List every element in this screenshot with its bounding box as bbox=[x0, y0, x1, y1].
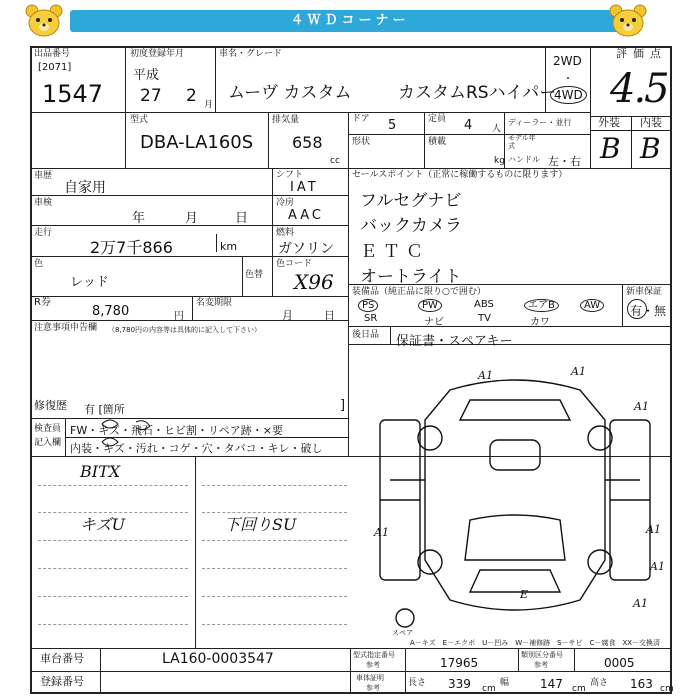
displacement-unit: cc bbox=[330, 156, 340, 166]
fuel-value: ガソリン bbox=[278, 241, 334, 257]
equipment-ps bbox=[358, 299, 378, 312]
width-unit: cm bbox=[572, 684, 586, 694]
repair-history-close: ] bbox=[340, 398, 346, 413]
comment-1: BITX bbox=[80, 462, 121, 481]
damage-legend: A－キズ E－エクボ U－凹み W－補修跡 S－サビ C－腐食 XX－交換済 bbox=[410, 639, 661, 647]
damage-mark-2: A1 bbox=[571, 365, 586, 378]
recycle-value: 8,780 bbox=[92, 304, 130, 319]
width-value: 147 bbox=[540, 677, 563, 691]
damage-mark-4: A1 bbox=[374, 526, 389, 539]
damage-mark-6: A1 bbox=[650, 560, 665, 573]
inspector-label-2: 記入欄 bbox=[34, 438, 62, 448]
repair-history-label: 修復歴 bbox=[34, 399, 67, 412]
first-registration-label: 初度登録年月 bbox=[130, 49, 185, 59]
height-label: 高さ bbox=[590, 678, 609, 688]
inspection-day: 日 bbox=[235, 211, 249, 226]
warranty-label: 新車保証 bbox=[626, 287, 663, 297]
width-label: 幅 bbox=[500, 678, 510, 688]
model-year-label: モデル年式 bbox=[508, 134, 536, 150]
comment-3: 下回りSU bbox=[224, 515, 297, 534]
inspector-interior-codes: 内装・キズ・汚れ・コゲ・穴・タバコ・キレ・破し bbox=[70, 442, 323, 455]
mileage-value: 2万7千866 bbox=[90, 238, 173, 257]
interior-score: B bbox=[640, 132, 661, 165]
spare-tire-label: スペア bbox=[392, 629, 413, 637]
equip-ps-circled: PS bbox=[358, 299, 378, 312]
shape-label: 形状 bbox=[352, 137, 371, 147]
score-label: 評価点 bbox=[616, 47, 667, 60]
damage-mark-1: A1 bbox=[478, 369, 493, 382]
interior-label: 内装 bbox=[640, 116, 662, 129]
warranty-value: 有・無 bbox=[630, 304, 667, 318]
registration-label: 登録番号 bbox=[40, 675, 84, 688]
service-month: 月 bbox=[282, 309, 293, 322]
color-code-label: 色コード bbox=[276, 259, 313, 269]
first-registration-month: 2 bbox=[186, 86, 197, 106]
notes-label: 注意事項申告欄 bbox=[34, 323, 98, 333]
height-unit: cm bbox=[660, 684, 674, 694]
length-label: 長さ bbox=[408, 678, 427, 688]
recolor-label: 色替 bbox=[245, 270, 264, 280]
aircon-label: 冷房 bbox=[276, 198, 295, 208]
equip-pw-circled: PW bbox=[418, 299, 442, 312]
sales-points-label: セールスポイント（正常に稼働するものに限ります） bbox=[352, 170, 568, 180]
car-name: ムーヴ カスタム bbox=[228, 83, 352, 103]
month-unit: 月 bbox=[204, 100, 214, 110]
overall-score: 4.5 bbox=[610, 66, 668, 112]
equip-sr: SR bbox=[364, 313, 378, 324]
damage-mark-3: A1 bbox=[634, 400, 649, 413]
usage-value: 自家用 bbox=[64, 180, 106, 196]
first-registration-era: 平成 bbox=[133, 68, 160, 83]
seats-value: 4 bbox=[464, 118, 473, 133]
equip-navi: ナビ bbox=[424, 317, 444, 328]
equip-aw-circled: AW bbox=[580, 299, 604, 312]
chassis-number: LA160-0003547 bbox=[162, 651, 274, 667]
drive-4wd-circled: 4WD bbox=[550, 86, 587, 104]
mileage-label: 走行 bbox=[34, 228, 53, 238]
fuel-label: 燃料 bbox=[276, 228, 295, 238]
first-registration-year: 27 bbox=[140, 86, 162, 106]
sales-point-3: ＥＴＣ bbox=[360, 242, 429, 262]
color-code-value: X96 bbox=[294, 270, 334, 294]
color-label: 色 bbox=[34, 259, 44, 269]
equip-leather: カワ bbox=[530, 317, 550, 328]
lot-code: [2071] bbox=[38, 62, 72, 73]
handle-value: 左・右 bbox=[548, 155, 581, 168]
inspector-exterior-codes: FW・キズ・飛石・ヒビ割・リペア跡・×要 bbox=[70, 424, 283, 437]
inspection-label: 車検 bbox=[34, 198, 53, 208]
drive-separator: ・ bbox=[563, 74, 573, 85]
model-code: DBA-LA160S bbox=[140, 132, 254, 153]
spec-number-label: 型式指定番号 bbox=[353, 651, 395, 659]
chassis-label: 車台番号 bbox=[40, 652, 84, 665]
exterior-label: 外装 bbox=[598, 116, 620, 129]
capacity-label: 積載 bbox=[428, 137, 447, 147]
sales-point-4: オートライト bbox=[360, 267, 462, 287]
length-unit: cm bbox=[482, 684, 496, 694]
class-number-ref: 参考 bbox=[534, 661, 548, 669]
inspection-year: 年 bbox=[132, 211, 146, 226]
accessories-value: 保証書・スペアキー bbox=[396, 334, 513, 349]
class-number: 0005 bbox=[604, 656, 635, 670]
damage-mark-8: A1 bbox=[633, 597, 648, 610]
service-day: 日 bbox=[324, 309, 335, 322]
exterior-score: B bbox=[600, 132, 621, 165]
color-value: レッド bbox=[70, 275, 109, 290]
damage-diagram bbox=[360, 360, 670, 630]
warranty-circle-mark bbox=[627, 299, 647, 319]
seats-unit: 人 bbox=[492, 124, 502, 134]
equip-airbag-circled: エアB bbox=[524, 299, 559, 312]
damage-mark-5: A1 bbox=[646, 523, 661, 536]
equipment-airbag bbox=[524, 299, 559, 312]
inspector-scribbles bbox=[96, 418, 176, 456]
comment-2: キズU bbox=[80, 515, 126, 534]
damage-mark-7: E bbox=[520, 588, 529, 601]
doors-value: 5 bbox=[388, 118, 397, 133]
lot-number-label: 出品番号 bbox=[34, 49, 71, 59]
equip-abs: ABS bbox=[474, 299, 494, 310]
aircon-value: AAC bbox=[288, 208, 324, 223]
usage-label: 車歴 bbox=[34, 171, 53, 181]
dimensions-ref: 参考 bbox=[366, 684, 380, 692]
equip-tv: TV bbox=[478, 313, 491, 324]
model-label: 型式 bbox=[130, 115, 149, 125]
accessories-label: 後日品 bbox=[352, 330, 380, 340]
displacement-value: 658 bbox=[292, 133, 323, 152]
inspector-label: 検査員 bbox=[34, 424, 62, 434]
length-value: 339 bbox=[448, 677, 471, 691]
page-title: ４ＷＤコーナー bbox=[70, 10, 630, 32]
sales-point-1: フルセグナビ bbox=[360, 191, 462, 211]
spec-number: 17965 bbox=[440, 656, 479, 670]
lot-number: 1547 bbox=[42, 80, 104, 108]
inspection-month: 月 bbox=[185, 211, 199, 226]
shift-label: シフト bbox=[276, 170, 304, 180]
handle-label: ハンドル bbox=[508, 155, 540, 164]
dealer-label: ディーラー・並行 bbox=[508, 118, 572, 127]
notes-subtext: （8,780円の内容等は具体的に記入して下さい） bbox=[108, 326, 262, 334]
equipment-label: 装備品（純正品に限り○で囲む） bbox=[352, 287, 486, 297]
class-number-label: 類別区分番号 bbox=[521, 651, 563, 659]
shift-value: IAT bbox=[290, 180, 319, 195]
height-value: 163 bbox=[630, 677, 653, 691]
repair-history-value: 有 [箇所 bbox=[84, 403, 125, 416]
sales-point-2: バックカメラ bbox=[360, 216, 462, 236]
seats-label: 定員 bbox=[428, 114, 447, 124]
recycle-label: R券 bbox=[34, 297, 51, 308]
capacity-unit: kg bbox=[494, 156, 505, 166]
spec-number-ref: 参考 bbox=[366, 661, 380, 669]
drive-2wd: 2WD bbox=[553, 54, 582, 68]
equipment-aw bbox=[580, 299, 604, 312]
mileage-unit: km bbox=[220, 240, 238, 253]
equipment-pw bbox=[418, 299, 442, 312]
car-grade: カスタムRSハイパー bbox=[398, 83, 557, 103]
displacement-label: 排気量 bbox=[272, 115, 300, 125]
dimensions-label: 車体証明 bbox=[356, 674, 384, 682]
bear-mascot-left-icon bbox=[24, 4, 64, 38]
recycle-unit: 円 bbox=[174, 311, 184, 322]
bear-mascot-right-icon bbox=[608, 4, 648, 38]
doors-label: ドア bbox=[352, 114, 370, 124]
service-deadline-label: 名変期限 bbox=[196, 298, 233, 308]
car-name-label: 車名・グレード bbox=[219, 49, 283, 59]
